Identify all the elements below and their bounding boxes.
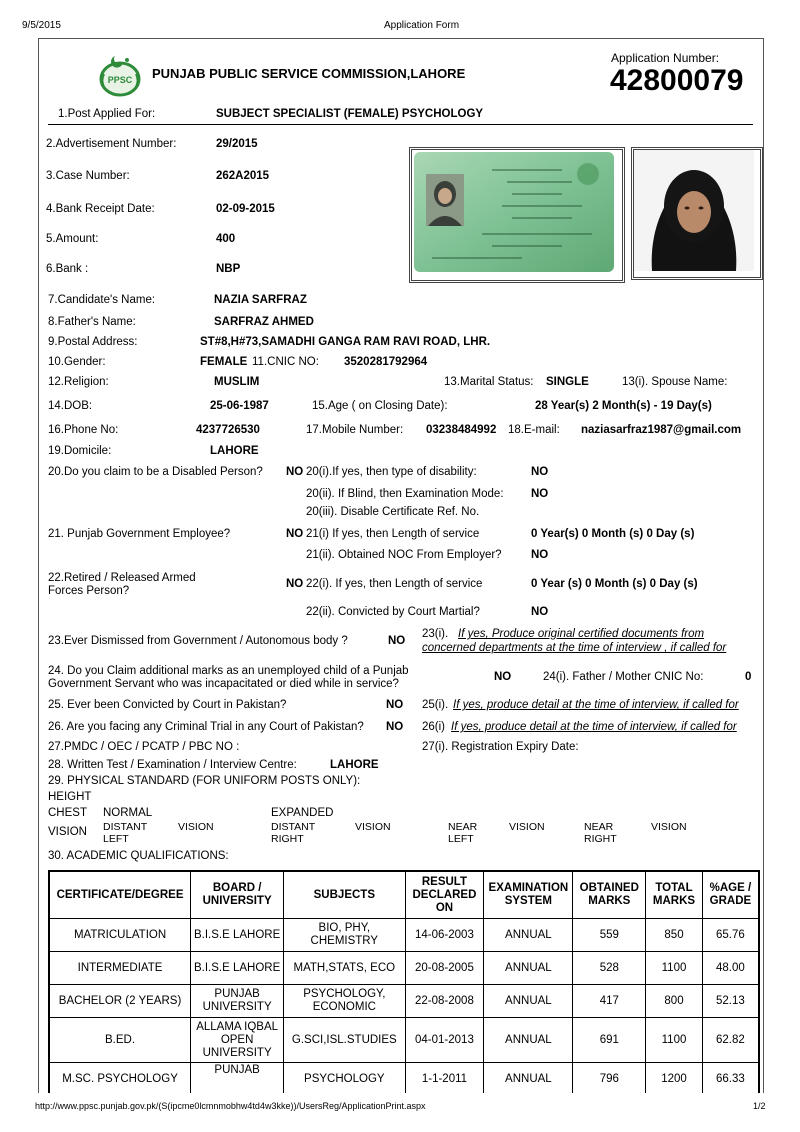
table-cell: ANNUAL (484, 919, 573, 952)
height-label: HEIGHT (48, 791, 92, 803)
page-bottom-mask (0, 1093, 800, 1132)
bank-receipt-value: 02-09-2015 (216, 203, 275, 215)
table-cell: 20-08-2005 (405, 952, 484, 985)
father-value: SARFRAZ AHMED (214, 316, 314, 328)
vision-label: VISION (48, 826, 87, 838)
amount-value: 400 (216, 233, 236, 245)
adv-value: 29/2015 (216, 138, 258, 150)
q21i-label: 21(i) If yes, then Length of service (306, 528, 480, 540)
domicile-label: 19.Domicile: (48, 445, 112, 457)
distant-left-b: LEFT (103, 833, 129, 845)
name-value: NAZIA SARFRAZ (214, 294, 307, 306)
q21ii-value: NO (531, 549, 549, 561)
q25i-prefix: 25(i). (422, 699, 449, 711)
expanded-label: EXPANDED (271, 807, 334, 819)
table-cell: 559 (573, 919, 646, 952)
col-header: SUBJECTS (284, 871, 405, 919)
bank-label: 6.Bank : (46, 263, 89, 275)
table-cell: 48.00 (702, 952, 759, 985)
table-cell: ANNUAL (484, 1018, 573, 1063)
q24-value: NO (494, 671, 512, 683)
dob-label: 14.DOB: (48, 400, 93, 412)
org-name: PUNJAB PUBLIC SERVICE COMMISSION,LAHORE (152, 66, 466, 81)
name-label: 7.Candidate's Name: (48, 294, 156, 306)
post-value: SUBJECT SPECIALIST (FEMALE) PSYCHOLOGY (216, 108, 484, 120)
father-label: 8.Father's Name: (48, 316, 136, 328)
q24i-value: 0 (745, 671, 752, 683)
cnic-card-image (409, 147, 625, 283)
adv-label: 2.Advertisement Number: (46, 138, 177, 150)
age-label: 15.Age ( on Closing Date): (312, 400, 448, 412)
phone-value: 4237726530 (196, 424, 260, 436)
table-header-row (49, 871, 759, 919)
table-cell: ANNUAL (484, 1063, 573, 1097)
q22-label-b: Forces Person? (48, 585, 130, 597)
case-value: 262A2015 (216, 170, 270, 182)
col-header: OBTAINED MARKS (573, 871, 646, 919)
table-cell: 22-08-2008 (405, 985, 484, 1018)
table-cell: 62.82 (702, 1018, 759, 1063)
q24-label-a: 24. Do you Claim additional marks as an unemployed child of a Punjab (48, 665, 409, 677)
col-header: %AGE / GRADE (702, 871, 759, 919)
table-cell: 1-1-2011 (405, 1063, 484, 1097)
table-cell: BACHELOR (2 YEARS) (49, 985, 191, 1018)
near-right-b: RIGHT (584, 833, 617, 845)
post-label: 1.Post Applied For: (58, 108, 156, 120)
col-header: TOTAL MARKS (646, 871, 703, 919)
distant-right-a: DISTANT (271, 821, 316, 833)
q26-label: 26. Are you facing any Criminal Trial in any Court of Pakistan? (48, 721, 364, 733)
table-cell: PUNJAB (191, 1063, 284, 1097)
distant-left-a: DISTANT (103, 821, 148, 833)
table-cell: ANNUAL (484, 952, 573, 985)
table-row (49, 1018, 759, 1063)
table-cell: 1100 (646, 1018, 703, 1063)
q20iii-label: 20(iii). Disable Certificate Ref. No. (306, 506, 480, 518)
ppsc-logo (96, 52, 144, 98)
table-cell: PUNJAB UNIVERSITY (191, 985, 284, 1018)
application-number-label: Application Number: (611, 51, 720, 65)
table-cell: 796 (573, 1063, 646, 1097)
table-cell: G.SCI,ISL.STUDIES (284, 1018, 405, 1063)
q26i-prefix: 26(i) (422, 721, 446, 733)
table-cell: PSYCHOLOGY, ECONOMIC (284, 985, 405, 1018)
case-label: 3.Case Number: (46, 170, 130, 182)
q20ii-value: NO (531, 488, 549, 500)
gender-label: 10.Gender: (48, 356, 106, 368)
q22ii-value: NO (531, 606, 549, 618)
academic-table (48, 870, 760, 1097)
q21ii-label: 21(ii). Obtained NOC From Employer? (306, 549, 502, 561)
q25-label: 25. Ever been Convicted by Court in Pakistan? (48, 699, 287, 711)
col-header: CERTIFICATE/DEGREE (49, 871, 191, 919)
address-value: ST#8,H#73,SAMADHI GANGA RAM RAVI ROAD, LHR. (200, 336, 491, 348)
near-left-a: NEAR (448, 821, 478, 833)
q22i-value: 0 Year (s) 0 Month (s) 0 Day (s) (531, 578, 698, 590)
table-cell: INTERMEDIATE (49, 952, 191, 985)
application-number: 42800079 (610, 64, 744, 97)
candidate-photo (631, 147, 763, 280)
table-cell: B.I.S.E LAHORE (191, 919, 284, 952)
near-right-a: NEAR (584, 821, 614, 833)
domicile-value: LAHORE (210, 445, 259, 457)
table-cell: ALLAMA IQBAL OPEN UNIVERSITY (191, 1018, 284, 1063)
vision-2: VISION (355, 821, 391, 833)
bank-value: NBP (216, 263, 241, 275)
q22ii-label: 22(ii). Convicted by Court Martial? (306, 606, 480, 618)
q29-label: 29. PHYSICAL STANDARD (FOR UNIFORM POSTS ONLY): (48, 775, 361, 787)
table-cell: 691 (573, 1018, 646, 1063)
col-header: RESULT DECLARED ON (405, 871, 484, 919)
q20-label: 20.Do you claim to be a Disabled Person? (48, 466, 263, 478)
mobile-label: 17.Mobile Number: (306, 424, 404, 436)
q24-label-b: Government Servant who was incapacitated or died while in service? (48, 678, 399, 690)
religion-label: 12.Religion: (48, 376, 109, 388)
q28-label: 28. Written Test / Examination / Interview Centre: (48, 759, 297, 771)
print-title: Application Form (384, 20, 460, 31)
q26i-note: If yes, produce detail at the time of interview, if called for (451, 721, 737, 733)
email-value: naziasarfraz1987@gmail.com (581, 424, 742, 436)
table-cell: BIO, PHY, CHEMISTRY (284, 919, 405, 952)
q20i-value: NO (531, 466, 549, 478)
q20-value: NO (286, 466, 304, 478)
table-cell: 800 (646, 985, 703, 1018)
table-row (49, 952, 759, 985)
q24i-label: 24(i). Father / Mother CNIC No: (543, 671, 704, 683)
address-label: 9.Postal Address: (48, 336, 138, 348)
vision-1: VISION (178, 821, 214, 833)
q30-label: 30. ACADEMIC QUALIFICATIONS: (48, 850, 229, 862)
table-cell: MATRICULATION (49, 919, 191, 952)
q22i-label: 22(i). If yes, then Length of service (306, 578, 483, 590)
q23-label: 23.Ever Dismissed from Government / Autonomous body ? (48, 635, 348, 647)
normal-label: NORMAL (103, 807, 153, 819)
svg-text:PPSC: PPSC (107, 75, 133, 85)
table-cell: 417 (573, 985, 646, 1018)
q22-value: NO (286, 578, 304, 590)
col-header: EXAMINATION SYSTEM (484, 871, 573, 919)
q27-label: 27.PMDC / OEC / PCATP / PBC NO : (48, 741, 240, 753)
q23-value: NO (388, 635, 406, 647)
spouse-label: 13(i). Spouse Name: (622, 376, 728, 388)
table-cell: MATH,STATS, ECO (284, 952, 405, 985)
table-cell: PSYCHOLOGY (284, 1063, 405, 1097)
q26-value: NO (386, 721, 404, 733)
page-number: 1/2 (753, 1101, 766, 1111)
table-cell: M.SC. PSYCHOLOGY (49, 1063, 191, 1097)
cnic-value: 3520281792964 (344, 356, 428, 368)
table-row (49, 1063, 759, 1097)
divider (48, 124, 753, 125)
phone-label: 16.Phone No: (48, 424, 119, 436)
col-header: BOARD / UNIVERSITY (191, 871, 284, 919)
gender-value: FEMALE (200, 356, 248, 368)
vision-3: VISION (509, 821, 545, 833)
q27i-label: 27(i). Registration Expiry Date: (422, 741, 579, 753)
amount-label: 5.Amount: (46, 233, 99, 245)
religion-value: MUSLIM (214, 376, 260, 388)
cnic-label: 11.CNIC NO: (252, 356, 319, 368)
q25-value: NO (386, 699, 404, 711)
q21-label: 21. Punjab Government Employee? (48, 528, 231, 540)
table-cell: 04-01-2013 (405, 1018, 484, 1063)
q20ii-label: 20(ii). If Blind, then Examination Mode: (306, 488, 504, 500)
q23i-note-b: concerned departments at the time of interview , if called for (422, 642, 727, 654)
email-label: 18.E-mail: (508, 424, 560, 436)
distant-right-b: RIGHT (271, 833, 304, 845)
vision-4: VISION (651, 821, 687, 833)
near-left-b: LEFT (448, 833, 474, 845)
table-row (49, 919, 759, 952)
table-cell: 1200 (646, 1063, 703, 1097)
marital-value: SINGLE (546, 376, 589, 388)
table-cell: 52.13 (702, 985, 759, 1018)
q23i-prefix: 23(i). (422, 628, 449, 640)
table-cell: B.I.S.E LAHORE (191, 952, 284, 985)
table-cell: 850 (646, 919, 703, 952)
marital-label: 13.Marital Status: (444, 376, 534, 388)
q21-value: NO (286, 528, 304, 540)
print-date: 9/5/2015 (22, 20, 61, 31)
q28-value: LAHORE (330, 759, 379, 771)
q21i-value: 0 Year(s) 0 Month (s) 0 Day (s) (531, 528, 695, 540)
q22-label-a: 22.Retired / Released Armed (48, 572, 196, 584)
table-cell: B.ED. (49, 1018, 191, 1063)
table-row (49, 985, 759, 1018)
table-cell: 1100 (646, 952, 703, 985)
table-cell: 14-06-2003 (405, 919, 484, 952)
q20i-label: 20(i).If yes, then type of disability: (306, 466, 477, 478)
table-cell: 66.33 (702, 1063, 759, 1097)
bank-receipt-label: 4.Bank Receipt Date: (46, 203, 155, 215)
table-cell: 65.76 (702, 919, 759, 952)
chest-label: CHEST (48, 807, 87, 819)
mobile-value: 03238484992 (426, 424, 497, 436)
footer-url: http://www.ppsc.punjab.gov.pk/(S(ipcme0lcmnmobhw4td4w3kke))/UsersReg/ApplicationPrint.aspx (35, 1101, 426, 1111)
dob-value: 25-06-1987 (210, 400, 269, 412)
q23i-note-a: If yes, Produce original certified documents from (458, 628, 705, 640)
q25i-note: If yes, produce detail at the time of interview, if called for (453, 699, 739, 711)
table-cell: ANNUAL (484, 985, 573, 1018)
table-cell: 528 (573, 952, 646, 985)
age-value: 28 Year(s) 2 Month(s) - 19 Day(s) (535, 400, 712, 412)
